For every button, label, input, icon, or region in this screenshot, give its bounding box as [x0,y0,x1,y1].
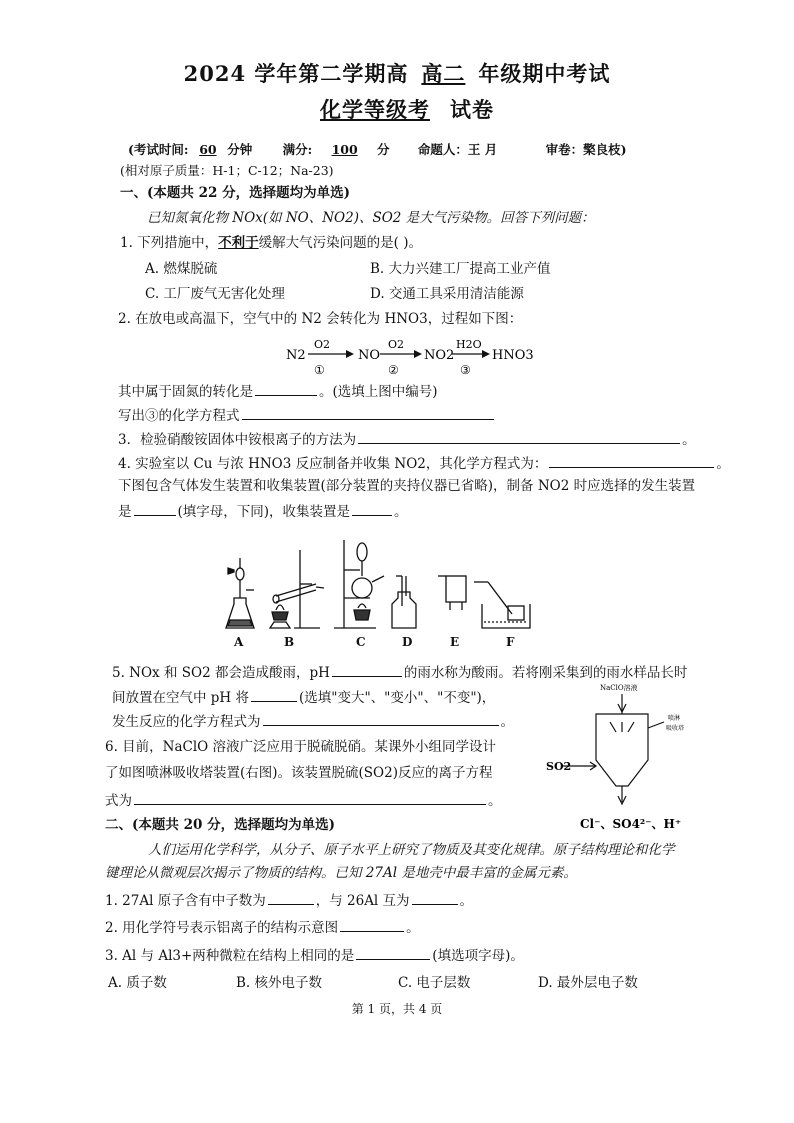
s1-q2-eq: 写出③的化学方程式 [118,404,496,426]
tower-naclo-label: NaClO溶液 [600,684,638,692]
s1-q2: 2. 在放电或高温下，空气中的 N2 会转化为 HNO3，过程如下图： [118,311,523,327]
q2-fix-blank[interactable] [255,380,317,396]
section1-intro: 已知氮氧化物 NOx(如 NO、NO2)、SO2 是大气污染物。回答下列问题： [147,210,595,226]
s1-q2-fix: 其中属于固氮的转化是 。(选填上图中编号) [118,380,438,402]
section2-intro1: 人们运用化学科学，从分子、原子水平上研究了物质及其变化规律。原子结构理论和化学 [148,842,675,858]
author: 命题人：王 月 [417,142,498,157]
title-part1: 2024 学年第二学期高 [183,61,409,86]
q1-keyword: 不利于 [218,235,259,251]
s1-q6-line3: 式为 。 [105,789,502,811]
s2-q2-blank[interactable] [340,916,404,932]
apparatus-figure [220,536,540,652]
s1-q1-option-d: D. 交通工具采用清洁能源 [370,286,524,302]
s1-q5-line1: 5. NOx 和 SO2 都会造成酸雨，pH 的雨水称为酸雨。若将刚采集到的雨水样品长时 [112,661,687,683]
s1-q3: 3．检验硝酸铵固体中铵根离子的方法为 。 [118,428,696,450]
exam-title [0,61,794,86]
s1-q1-option-c: C. 工厂废气无害化处理 [145,286,285,302]
s2-q3-option-c: C. 电子层数 [398,975,471,991]
tower-spray-label: 喷淋 [668,715,681,722]
section2-intro2: 键理论从微观层次揭示了物质的结构。已知 27Al 是地壳中最丰富的金属元素。 [105,865,577,881]
time-value: 60 [199,142,217,157]
tower-so2-label: SO2 [546,760,572,773]
tower-absorb-label: 吸收塔 [666,725,685,732]
s1-q5-line3: 发生反应的化学方程式为 。 [112,710,514,732]
q2-eq-blank[interactable] [242,404,494,420]
s2-q3-option-a: A. 质子数 [108,975,167,991]
s2-q1-isotope-blank[interactable] [412,889,458,905]
apparatus-label-a: A [234,635,244,649]
subject-suffix: 试卷 [450,97,494,122]
title-part2: 年级期中考试 [478,61,611,86]
s1-q6-line1: 6. 目前，NaClO 溶液广泛应用于脱硫脱硝。某课外小组同学设计 [105,739,497,755]
score-value: 100 [331,142,358,157]
s1-q1: 1. 下列措施中，不利于缓解大气污染问题的是( )。 [120,235,422,251]
reaction-scheme [280,332,540,382]
scheme-step3: ③ [460,363,471,377]
q4-col-blank[interactable] [352,500,392,516]
apparatus-label-b: B [284,635,295,649]
s1-q5-line2: 间放置在空气中 pH 将 (选填"变大"、"变小"、"不变")， [112,686,495,708]
scheme-o2-1: O2 [314,338,331,351]
atomic-mass: (相对原子质量：H-1；C-12；Na-23) [120,163,334,178]
scheme-n2: N2 [286,348,306,363]
s2-q1: 1. 27Al 原子含有中子数为 ，与 26Al 互为 。 [105,889,473,911]
title-grade: 高二 [421,61,466,86]
s2-q2: 2. 用化学符号表示铝离子的结构示意图 。 [105,916,420,938]
section2-heading: 二、(本题共 20 分，选择题均为单选) [105,817,335,833]
scheme-step1: ① [314,363,325,377]
s1-q4-line2: 下图包含气体发生装置和收集装置(部分装置的夹持仪器已省略)，制备 NO2 时应选择的发生装置 [118,478,696,494]
reviewer: 审卷：檠良枝) [545,142,627,157]
page-footer: 第 1 页，共 4 页 [351,1002,443,1016]
exam-info: (考试时间: 60 分钟 满分: 100 分 命题人：王 月 审卷：檠良枝) [128,140,626,160]
s2-q1-neutron-blank[interactable] [268,889,314,905]
exam-subject [0,97,794,122]
q4-gen-blank[interactable] [134,500,176,516]
subject-name: 化学等级考 [320,97,430,122]
s1-q6-line2: 了如图喷淋吸收塔装置(右图)。该装置脱硫(SO2)反应的离子方程 [105,765,493,781]
s2-q3: 3. Al 与 Al3+两种微粒在结构上相同的是 (填选项字母)。 [105,944,524,966]
scheme-step2: ② [388,363,399,377]
s1-q4: 4. 实验室以 Cu 与浓 HNO3 反应制备并收集 NO2，其化学方程式为： 。 [118,452,730,474]
scheme-hno3: HNO3 [492,348,534,363]
q6-eq-blank[interactable] [134,789,486,805]
s1-q1-option-b: B. 大力兴建工厂提高工业产值 [370,261,551,277]
section1-heading: 一、(本题共 22 分，选择题均为单选) [120,185,350,201]
s2-q3-option-b: B. 核外电子数 [236,975,323,991]
apparatus-label-c: C [356,635,366,649]
apparatus-label-f: F [506,635,515,649]
q5-ph-blank[interactable] [332,661,402,677]
s1-q4-line3: 是 (填字母，下同)，收集装置是 。 [118,500,408,522]
spray-tower-figure [540,680,700,840]
scheme-no2: NO2 [424,348,455,363]
tower-products-label: Cl⁻、SO4²⁻、H⁺ [580,817,682,831]
q5-eq-blank[interactable] [263,710,499,726]
q4-eq-blank[interactable] [549,452,714,468]
scheme-o2-2: O2 [388,338,405,351]
s2-q3-blank[interactable] [356,944,430,960]
scheme-h2o: H2O [456,338,482,351]
q3-blank[interactable] [358,428,680,444]
q5-change-blank[interactable] [251,686,297,702]
s2-q3-option-d: D. 最外层电子数 [538,975,638,991]
apparatus-label-d: D [402,635,413,649]
s1-q1-option-a: A. 燃煤脱硫 [145,261,218,277]
apparatus-label-e: E [450,635,460,649]
scheme-no: NO [358,348,381,363]
